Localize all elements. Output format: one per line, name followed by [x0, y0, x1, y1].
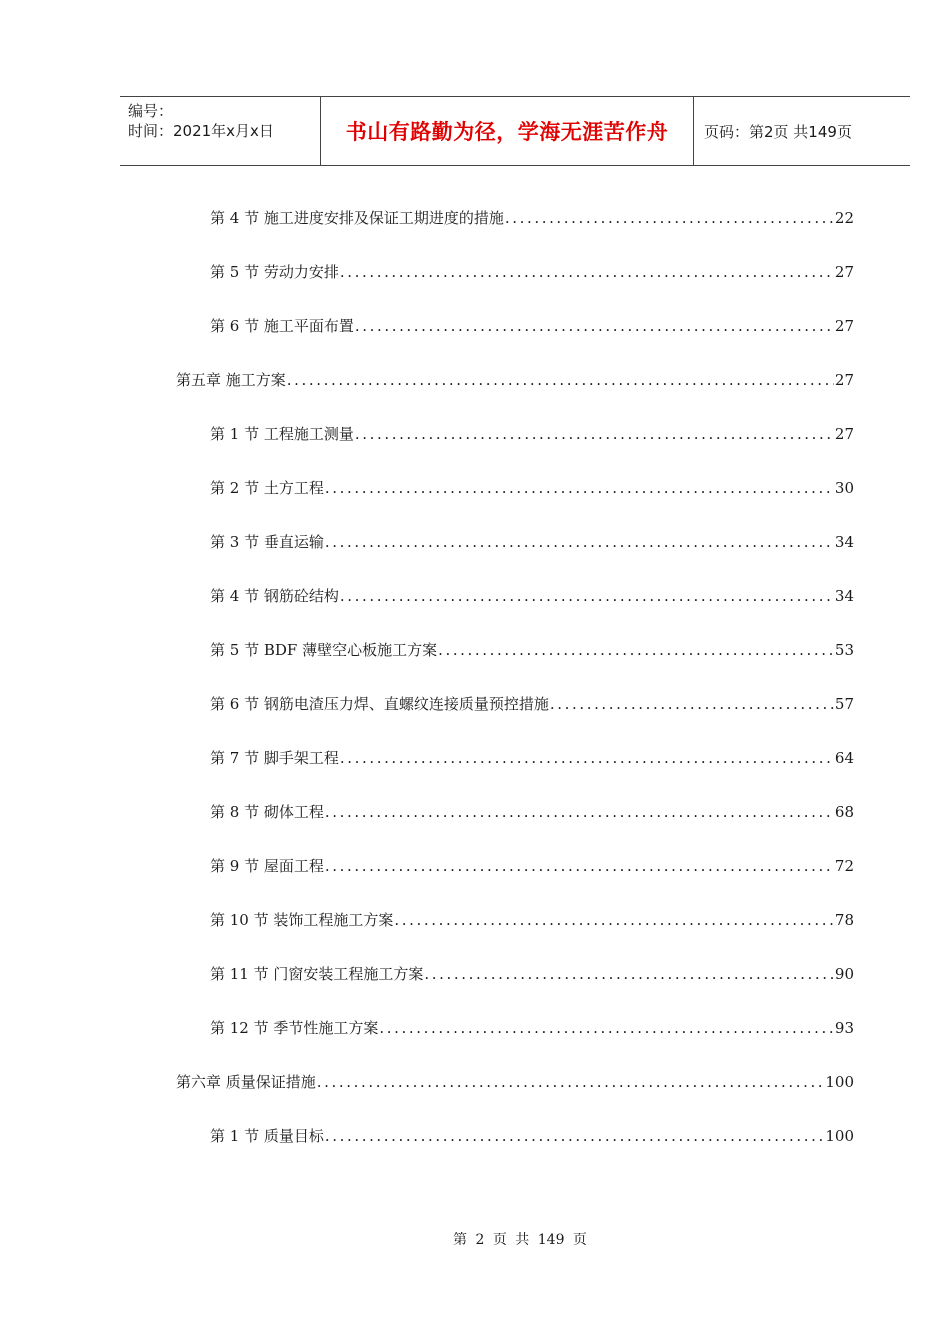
- toc-entry-title: 第 7 节 脚手架工程: [210, 749, 339, 767]
- toc-entry[interactable]: [176, 1072, 854, 1092]
- toc-dot-leader: [317, 1072, 825, 1092]
- toc-entry-page: 93: [834, 1019, 854, 1037]
- toc-entry[interactable]: [210, 640, 854, 660]
- toc-entry-title: 第 11 节 门窗安装工程施工方案: [210, 965, 424, 983]
- toc-entry-title: 第 5 节 BDF 薄壁空心板施工方案: [210, 641, 438, 659]
- toc-entry-title: 第 1 节 工程施工测量: [210, 425, 354, 443]
- toc-dot-leader: [325, 856, 834, 876]
- toc-entry[interactable]: [210, 856, 854, 876]
- toc-entry-page: 68: [834, 803, 854, 821]
- toc-dot-leader: [340, 748, 834, 768]
- toc-entry-page: 27: [834, 371, 854, 389]
- toc-entry-page: 27: [834, 425, 854, 443]
- header-motto: 书山有路勤为径，学海无涯苦作舟: [321, 97, 694, 165]
- toc-entry-page: 53: [834, 641, 854, 659]
- toc-dot-leader: [325, 1126, 825, 1146]
- toc-dot-leader: [438, 640, 834, 660]
- toc-entry[interactable]: [210, 802, 854, 822]
- toc-dot-leader: [325, 478, 834, 498]
- toc-entry-title: 第 10 节 装饰工程施工方案: [210, 911, 394, 929]
- toc-dot-leader: [325, 532, 834, 552]
- toc-entry[interactable]: [210, 478, 854, 498]
- document-number-label: 编号：: [128, 102, 174, 120]
- toc-entry[interactable]: [210, 748, 854, 768]
- toc-entry[interactable]: [210, 964, 854, 984]
- toc-entry-title: 第六章 质量保证措施: [176, 1073, 316, 1091]
- toc-entry-title: 第 9 节 屋面工程: [210, 857, 324, 875]
- toc-entry-page: 22: [834, 209, 854, 227]
- header-meta-cell: [120, 97, 321, 165]
- toc-entry-page: 34: [834, 533, 854, 551]
- toc-dot-leader: [379, 1018, 834, 1038]
- header-page-info: 页码：第2页 共149页: [704, 122, 852, 141]
- page-footer: 第 2 页 共 149 页: [453, 1232, 587, 1248]
- toc-dot-leader: [355, 424, 834, 444]
- toc-entry-page: 100: [825, 1073, 854, 1091]
- toc-dot-leader: [325, 802, 834, 822]
- toc-dot-leader: [505, 208, 834, 228]
- toc-entry-title: 第 6 节 施工平面布置: [210, 317, 354, 335]
- toc-entry-title: 第 8 节 砌体工程: [210, 803, 324, 821]
- document-time-label: 时间：2021年x月x日: [128, 122, 274, 140]
- toc-entry-page: 72: [834, 857, 854, 875]
- toc-entry[interactable]: [176, 370, 854, 390]
- toc-entry-page: 34: [834, 587, 854, 605]
- toc-entry[interactable]: [210, 424, 854, 444]
- toc-entry-page: 57: [834, 695, 854, 713]
- toc-entry-page: 27: [834, 263, 854, 281]
- toc-entry-page: 64: [834, 749, 854, 767]
- toc-entry-title: 第 6 节 钢筋电渣压力焊、直螺纹连接质量预控措施: [210, 695, 549, 713]
- toc-entry[interactable]: [210, 586, 854, 606]
- toc-entry-page: 78: [834, 911, 854, 929]
- toc-entry-title: 第 1 节 质量目标: [210, 1127, 324, 1145]
- toc-entry[interactable]: [210, 910, 854, 930]
- toc-entry-title: 第 12 节 季节性施工方案: [210, 1019, 379, 1037]
- toc-entry[interactable]: [210, 262, 854, 282]
- toc-entry-title: 第 3 节 垂直运输: [210, 533, 324, 551]
- toc-entry-page: 100: [825, 1127, 854, 1145]
- toc-entry-title: 第五章 施工方案: [176, 371, 286, 389]
- toc-entry-page: 27: [834, 317, 854, 335]
- toc-entry-title: 第 2 节 土方工程: [210, 479, 324, 497]
- toc-entry-page: 30: [834, 479, 854, 497]
- toc-entry[interactable]: [210, 694, 854, 714]
- toc-entry[interactable]: [210, 208, 854, 228]
- toc-entry-title: 第 4 节 施工进度安排及保证工期进度的措施: [210, 209, 504, 227]
- toc-entry-title: 第 4 节 钢筋砼结构: [210, 587, 339, 605]
- toc-entry[interactable]: [210, 316, 854, 336]
- toc-dot-leader: [287, 370, 834, 390]
- toc-dot-leader: [340, 262, 834, 282]
- toc-dot-leader: [394, 910, 834, 930]
- toc-entry-title: 第 5 节 劳动力安排: [210, 263, 339, 281]
- toc-entry[interactable]: [210, 532, 854, 552]
- toc-entry-page: 90: [834, 965, 854, 983]
- toc-dot-leader: [355, 316, 834, 336]
- toc-dot-leader: [340, 586, 834, 606]
- toc-entry[interactable]: [210, 1018, 854, 1038]
- toc-dot-leader: [424, 964, 834, 984]
- document-header: [120, 96, 910, 166]
- toc-dot-leader: [550, 694, 834, 714]
- toc-entry[interactable]: [210, 1126, 854, 1146]
